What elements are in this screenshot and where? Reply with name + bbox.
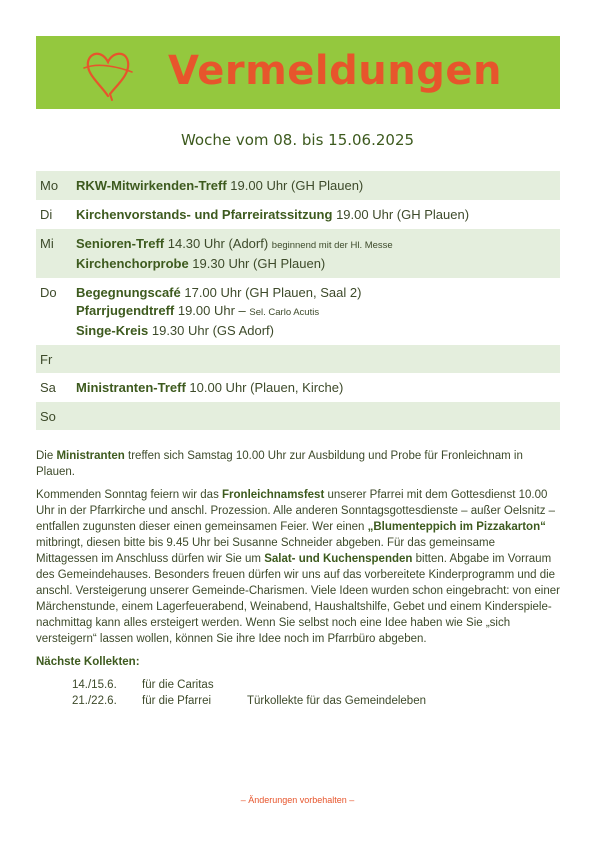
event-name: Ministranten-Treff: [76, 380, 186, 395]
fronleichnam-paragraph: [36, 487, 560, 647]
schedule-row-mi: [36, 229, 560, 278]
day-entries: [76, 345, 560, 373]
event-name: Pfarrjugendtreff: [76, 303, 175, 318]
week-heading: Woche vom 08. bis 15.06.2025: [180, 131, 415, 149]
schedule-row-fr: [36, 345, 560, 373]
event-name: Singe-Kreis: [76, 323, 149, 338]
day-label: Mi: [40, 236, 54, 251]
schedule-entry: [76, 302, 560, 322]
text: unserer Pfarrei mit dem Gottesdienst 10.00 Uhr in der Pfarrkirche und anschl. Prozession. Alle anderen Sonntagsgottesdienste – außer Oelsnitz – entfallen zugunsten dieser einen gemeinsamen Feier. Wer einen: [36, 489, 556, 533]
text: treffen sich Samstag 10.00 Uhr zur Ausbildung und Probe für Fronleichnam in Plauen.: [36, 450, 523, 478]
day-label: Sa: [40, 380, 56, 395]
kollekte-date: 14./15.6.: [72, 679, 117, 691]
highlight: Salat- und Kuchenspenden: [264, 553, 413, 565]
day-entries: [76, 171, 560, 200]
highlight: Ministranten: [56, 450, 125, 462]
footer-note: – Änderungen vorbehalten –: [240, 795, 355, 805]
heart-outline-logo-icon: [80, 44, 136, 102]
event-name: Begegnungscafé: [76, 285, 181, 300]
event-detail: 19.00 Uhr (GH Plauen): [332, 207, 470, 222]
event-name: Kirchenchorprobe: [76, 256, 189, 271]
kollekte-purpose: für die Pfarrei: [142, 695, 212, 707]
ministranten-paragraph: [36, 448, 560, 480]
schedule-row-sa: [36, 373, 560, 402]
event-name: Kirchenvorstands- und Pfarreiratssitzung: [76, 207, 333, 222]
kollekte-row: [36, 677, 560, 693]
day-entries: [76, 373, 560, 402]
day-label: So: [40, 409, 56, 424]
event-detail: 10.00 Uhr (Plauen, Kirche): [185, 380, 344, 395]
schedule-entry: [76, 255, 560, 273]
kollekten-title: Nächste Kollekten:: [36, 656, 140, 668]
kollekte-row: [36, 693, 560, 709]
event-name: RKW-Mitwirkenden-Treff: [76, 178, 227, 193]
schedule-entry: [76, 206, 560, 224]
text: Kommenden Sonntag feiern wir das: [36, 489, 223, 501]
event-detail: 17.00 Uhr (GH Plauen, Saal 2): [180, 285, 362, 300]
kollekte-extra: Türkollekte für das Gemeindeleben: [247, 695, 426, 707]
event-name: Senioren-Treff: [76, 236, 165, 251]
announcements: [36, 448, 560, 709]
schedule-entry: [76, 284, 560, 302]
text: Die: [36, 450, 57, 462]
schedule-row-so: [36, 402, 560, 430]
day-label: Fr: [40, 352, 53, 367]
schedule-row-mo: [36, 171, 560, 200]
event-detail: 19.00 Uhr –: [174, 303, 250, 318]
schedule-table: [36, 171, 560, 430]
day-entries: [76, 402, 560, 430]
schedule-row-do: [36, 278, 560, 345]
event-detail: 19.30 Uhr (GH Plauen): [188, 256, 326, 271]
schedule-row-di: [36, 200, 560, 229]
day-label: Do: [40, 285, 57, 300]
highlight: „Blumenteppich im Pizzakarton“: [367, 521, 546, 533]
schedule-entry: [76, 235, 560, 255]
event-note: Sel. Carlo Acutis: [249, 307, 320, 318]
schedule-entry: [76, 177, 560, 195]
schedule-entry: [76, 322, 560, 340]
day-label: Mo: [40, 178, 59, 193]
event-detail: 14.30 Uhr (Adorf): [164, 236, 272, 251]
text: bitten. Abgabe im Vorraum des Gemeindehauses. Besonders freuen dürfen wir uns auf das vorbereitete Kinderprogramm und die anschl. Versteigerung unserer Gemeinde-Charismen. Viele Ideen wurden schon eingebracht: von einer Märchenstunde, einem Lagerfeuerabend, Weinabend, Haushaltshilfe, Gebet und einem Kinderspiele-nachmittag kann alles ersteigert werden. Wenn Sie selbst noch eine Idee haben wie Sie „sich versteigern“ lassen wollen, können Sie ihre Idee noch im Pfarrbüro abgeben.: [36, 553, 560, 645]
page-title: Vermeldungen: [168, 48, 502, 94]
day-entries: [76, 200, 560, 229]
kollekte-date: 21./22.6.: [72, 695, 117, 707]
highlight: Fronleichnamsfest: [222, 489, 325, 501]
event-detail: 19.00 Uhr (GH Plauen): [226, 178, 364, 193]
kollekte-purpose: für die Caritas: [142, 679, 214, 691]
day-entries: [76, 229, 560, 278]
schedule-entry: [76, 379, 560, 397]
text: mitbringt, diesen bitte bis 9.45 Uhr bei Susanne Schneider abgeben. Für das gemeinsame Mittagessen im Anschluss dürfen wir Sie um: [36, 537, 495, 565]
event-detail: 19.30 Uhr (GS Adorf): [148, 323, 274, 338]
day-label: Di: [40, 207, 53, 222]
day-entries: [76, 278, 560, 345]
event-note: beginnend mit der Hl. Messe: [271, 240, 393, 251]
header-banner: [36, 36, 560, 109]
